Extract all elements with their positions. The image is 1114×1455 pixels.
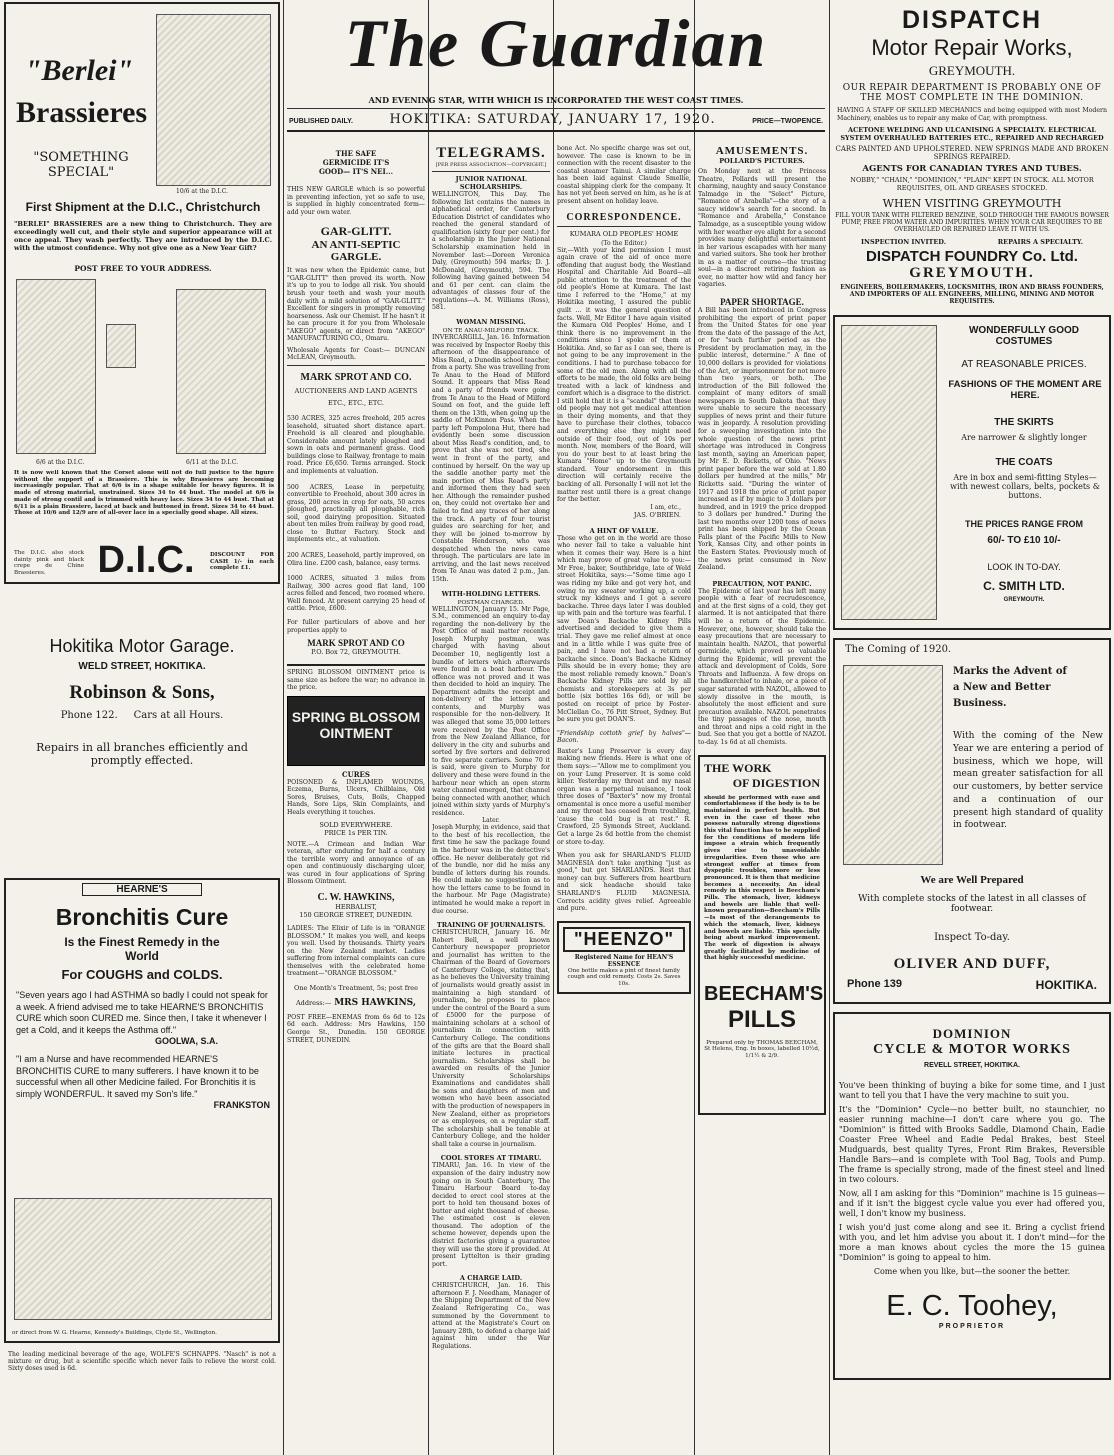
gargle-body: THIS NEW GARGLE which is so powerful in preventing infection, yet so safe to use, is supplied in highly concentrated form—add your own water. bbox=[287, 186, 425, 216]
heenzo-body: One bottle makes a pint of finest family cough and cold remedy. Costs 2s. Saves 10s. bbox=[567, 967, 681, 988]
proprietor: PROPRIETOR bbox=[938, 1323, 1006, 1331]
garage-ad bbox=[4, 636, 280, 836]
having-staff: HAVING A STAFF OF SKILLED MECHANICS and being equipped with most Modern Machinery, enables us to repair any make of Car, with promptness. bbox=[837, 107, 1107, 122]
testimonial-1: "Seven years ago I had ASTHMA so badly I could not speak for a week. A friend advised me to take HEARNE'S BRONCHITIS CURE which soon CURED me. Since then, I take it whenever I get a Cold, and it keeps the Asthma off." bbox=[16, 990, 268, 1035]
sprott-title: MARK SPROT AND CO. bbox=[300, 372, 412, 383]
berlei-subtitle: Brassieres bbox=[16, 96, 148, 129]
berlei-tagline: "SOMETHING SPECIAL" bbox=[33, 150, 129, 180]
cycle-p2: It's the "Dominion" Cycle—no better built, no staunchier, no easier running machine—I don't care where you go. The "Dominion" is fitted with Brooks Saddle, Diamond Chain, Eadie Coaster Free Wheel and Eadie Pedal Brakes, best Steel Mudguards, best quality Tyres, Front Rim Brakes, Reversible Handle Bars—and is complete with Tool Bag, Tools and Pump. The frame is specially strong, made of the finest steel and lined in two colours. bbox=[839, 1105, 1105, 1185]
hearnes-address: or direct from W. G. Hearne, Kennedy's Buildings, Clyde St., Wellington. bbox=[12, 1330, 217, 1337]
press-association: [PER PRESS ASSOCIATION—COPYRIGHT.] bbox=[435, 162, 547, 168]
berlei-price-a: 10/6 at the D.I.C. bbox=[176, 188, 229, 195]
cycle-p5: Come when you like, but—the sooner the better. bbox=[873, 1267, 1071, 1277]
look-in: LOOK IN TO-DAY. bbox=[987, 562, 1061, 573]
friendship: "Friendship cottoth grief by halves"—Bacon. bbox=[557, 729, 691, 745]
inspection-invited: INSPECTION INVITED. bbox=[861, 238, 946, 247]
beecham-ad bbox=[698, 755, 826, 1115]
costumes-ad bbox=[833, 315, 1111, 630]
spring-cures: CURES bbox=[342, 769, 370, 779]
smith-city: GREYMOUTH. bbox=[1003, 597, 1045, 604]
spring-note: NOTE.—A Crimean and Indian War veteran, after enduring for half a century the terrible worry and annoyance of an open and continuously discharging ulcer, was cured in four applications of Spring Blossom Ointment. bbox=[287, 840, 425, 886]
coats-desc: Are in box and semi-fitting Styles—with newest collars, belts, pockets & buttons. bbox=[950, 473, 1100, 501]
tel-h6: A CHARGE LAID. bbox=[459, 1274, 523, 1283]
with-coming: With the coming of the New Year we are entering a period of business, which we hope, will mean greater satisfaction for all our customers, by better service and a continuation of our present high standard of quality in footwear. bbox=[953, 731, 1103, 831]
masthead-title: The Guardian bbox=[344, 5, 768, 81]
testimonial-2: "I am a Nurse and have recommended HEARNE'S BRONCHITIS CURE to many sufferers. I have known it to be successful when all other Medicine failed. For Bronchitis it is simply WONDERFUL. It saved my Son's life." bbox=[16, 1054, 259, 1099]
cycle-p1: You've been thinking of buying a bike for some time, and I just want to tell you that I have the very machine to suit you. bbox=[839, 1081, 1105, 1101]
foundry-city: GREYMOUTH. bbox=[909, 265, 1035, 282]
column-4 bbox=[557, 145, 691, 1455]
tel-h5: COOL STORES AT TIMARU. bbox=[440, 1154, 542, 1163]
heenzo-ad bbox=[557, 921, 691, 994]
hearnes-ad bbox=[4, 878, 280, 1343]
to-editor: (To the Editor.) bbox=[601, 239, 647, 247]
garage-repairs: Repairs in all branches efficiently and promptly effected. bbox=[36, 741, 248, 767]
column-1 bbox=[4, 0, 280, 1455]
oliver-phone: Phone 139 bbox=[847, 978, 903, 991]
hawkins-address-row bbox=[287, 998, 425, 1008]
column-3 bbox=[432, 145, 550, 1455]
gargle-body-2: It was new when the Epidemic came, but "GAR-GLITT" then proved its worth. Now it's up to you to lodge all risk. You should brush your teeth and wash your mouth daily with a mild solution of "GAR-GLITT." Excellent for singers in promptly removing hoarseness. Ask our Chemist. If he hasn't it he can procure it for you from Wholesale "AKEGO" agents, or direct from "AKEGO" MANUFACTURING CO., Omaru. bbox=[287, 267, 425, 343]
tel-h2b: ON TE ANAU-MILFORD TRACK. bbox=[442, 328, 540, 334]
sharland: When you ask for SHARLAND'S FLUID MAGNESIA don't take anything "just as good," but get SHARLANDS. Rest that money can buy. Sufferers from heartburn and sick headache should take SHARLAND'S FLUID MAGNESIA. Corrects acidity gives relief. Agreeable and pure. bbox=[557, 852, 691, 913]
tel-h1: JUNIOR NATIONAL SCHOLARSHIPS. bbox=[455, 175, 527, 191]
precaution-body: The Epidemic of last year has left many people with a fear of recrudescence, and at the first signs of a cold, they get alarmed. It is not anticipated that there will be a return of the Epidemic. However, one, however, should take the easy precautions that are necessary to maintain health. NAZOL, that powerful germicide, which proved so valuable during the Epidemic, will prevent the attack and development of Colds, Sore Throats and Influenza. A few drops on the handkerchief to inhale, or a piece of sugar saturated with NAZOL, allowed to slowly dissolve in the mouth, is absolutely the most efficient and sure precaution available. NAZOL penetrates the tiny passages of the nose, mouth and throat and nips a cold right in the bud. See that you get a bottle of NAZOL to-day. 1s 6d at all chemists. bbox=[698, 587, 826, 746]
price: PRICE—TWOPENCE. bbox=[752, 118, 823, 125]
tel-p1: WELLINGTON, This Day. The following list contains the names in alphabetical order, for Canterbury Education District of candidates who reached the general standard of qualification (sixty four per cent.) for a scholarship in the Junior National Scholarship examination held in November last:—Doreen Veronica Daly, (Greymouth) 594 marks; D. J. McDonald, (Greymouth), 594. The following having gained between 54 and 61 per cent. can claim the advantages of classes four of the regulations—A. M. Williams (Ross), 581. bbox=[432, 191, 550, 312]
safe-germicide: THE SAFE GERMICIDE IT'S GOOD— IT'S NEI... bbox=[318, 149, 394, 176]
boot-illustration bbox=[843, 665, 943, 865]
letter: Sir,—With your kind permission I must again crave of the aid of once more offending that august body, the Westland Hospital and Charitable Aid Board—all public attention to the treatment of the old people's Home at Kumara. The last time I referred to the "Home," at my Hokitika meeting, I assured the public guilt ... it was the general question of facts. Well, Mr Editor I have again visited the Kumara Old Peoples' Home, and I think there is no improvement in the conditions since I spoke of them at Hokitika. And, so far as I can see, there is not going to be any improvement in the conditions. I had to purchase tobacco for some of the old men. Along with all the efforts to be made, the old folks are being treated with a lack of kindness and comfort which is a disgrace to the district. I still hold that it is a "scandal" that these old people may not get medical attention in their dying moments, and that they have to purchase their clothes, tobacco and everything else they might need outside of their food, out of 10s per month. Now, members of the Board, will you do your best to at least bring the Kumara "Home" up to the Greymouth standard. Your endorsement in this direction will certainly receive the backing of all. Personally I will not let the matter rest until there is a great change for the better. bbox=[557, 246, 691, 504]
baxter: Baxter's Lung Preserver is every day making new friends. Here is what one of them says:—"Allow me to compliment you on your Lung Preserver. It is some cold killer. Yesterday my throat and my nasal organ was a perpetual nuisance, I took three doses of "Baxter's" now my frontal ornamental is once more a useful member and my throat has ceased from troubling, 'cause the cold bug is at rest." R. Crawford, 25 Symonds Street, Auckland. Get a large 2s 6d bottle from the chemist or store to-day. bbox=[557, 747, 691, 846]
dominion-cycle-ad bbox=[833, 1012, 1111, 1380]
tel-h3: WITH-HOLDING LETTERS. bbox=[441, 589, 541, 598]
cycle-p3: Now, all I am asking for this "Dominion" machine is 15 guineas—and if it isn't the biggest cycle value you ever had offered you, well, I don't know my business. bbox=[839, 1189, 1105, 1219]
heenzo-logo: "HEENZO" bbox=[563, 927, 685, 952]
garage-title: Hokitika Motor Garage. bbox=[49, 636, 235, 656]
col4-p0: bone Act. No specific charge was set out, however. The case is known to be in connection with the recent disaster to the coastal steamer Tainui. A similar charge has been laid against Claude Smellie, coastal shipping clerk for the company. It has not yet been served on him, as he is at present absent on holiday leave. bbox=[557, 145, 691, 205]
toohey: E. C. Toohey, bbox=[886, 1290, 1058, 1323]
the-coats: THE COATS bbox=[995, 457, 1053, 469]
land-more: For fuller particulars of above and her properties apply to bbox=[287, 618, 425, 634]
smith-name: C. SMITH LTD. bbox=[983, 579, 1065, 594]
hawkins-address: 150 GEORGE STREET, DUNEDIN. bbox=[299, 910, 413, 919]
ladies-ad: LADIES: The Elixir of Life is in "ORANGE BLOSSOM." It makes you well, and keeps you well. Used by thousands. Thirty years on the New Zealand market. Ladies suffering from internal complaints can cure themselves with the celebrated home treatment—"ORANGE BLOSSOM." bbox=[287, 924, 425, 978]
spring-price: PRICE 1s PER TIN. bbox=[324, 828, 388, 837]
telegrams-title: TELEGRAMS. bbox=[436, 145, 546, 161]
skirts-desc: Are narrower & slightly longer bbox=[961, 433, 1087, 443]
spring-sold: SOLD EVERYWHERE. bbox=[319, 820, 393, 829]
precaution-title: PRECAUTION, NOT PANIC. bbox=[712, 579, 812, 588]
land-2: 500 ACRES, Lease in perpetuity, convertible to Freehold, about 300 acres in grass, 200 acres in crop for oats, 50 acres ploughed, practically all ploughable, rich soil, good dairying proposition. Situated about ten miles from railway by good road, close to Butter Factory. Stock and implements etc., at valuation. bbox=[287, 483, 425, 544]
price-range-2: 60/- TO £10 10/- bbox=[987, 535, 1061, 547]
bronchitis-title: Bronchitis Cure bbox=[55, 904, 229, 930]
tel-p4: CHRISTCHURCH, January 16. Mr Robert Bell, a well known Canterbury newspaper proprietor and journalist has written to the Chairman of the Board of Governors of Canterbury College, stating that, as he believes the University training of journalists would greatly assist in maintaining a high standard of journalism, he proposes to place under the control of the Board a sum of £5000 for the purpose of maintaining scholars at a school of journalism in connection with Canterbury College. The conditions of the gifts are that the Board shall initiate lectures in practical journalism. Scholarships shall be awarded on results of the Junior University Scholarships Examinations and candidates shall be sons and daughters of men and women who have been associated with the production of newspapers in New Zealand, either as proprietors or as employees, on a regular staff. The scholarship shall be tenable at Canterbury College, and the holder shall take a course in journalism. bbox=[432, 929, 550, 1148]
fashions: FASHIONS OF THE MOMENT ARE HERE. bbox=[948, 379, 1102, 402]
published-daily: PUBLISHED DAILY. bbox=[289, 118, 353, 125]
bronchitis-for: For COUGHS and COLDS. bbox=[61, 967, 223, 982]
masthead-subtitle: AND EVENING STAR, WITH WHICH IS INCORPORATED THE WEST COAST TIMES. bbox=[368, 95, 744, 105]
welding: ACETONE WELDING AND ULCANISING A SPECIALTY. ELECTRICAL SYSTEM OVERHAULED BATTERIES ETC., REPAIRED AND RECHARGED bbox=[840, 126, 1104, 143]
column-2 bbox=[287, 145, 425, 1455]
oliver-duff: OLIVER AND DUFF, bbox=[893, 956, 1051, 973]
costumes-1: WONDERFULLY GOOD COSTUMES bbox=[968, 325, 1079, 348]
sprott-etc: ETC., ETC., ETC. bbox=[328, 399, 384, 407]
paper-shortage-title: PAPER SHORTAGE. bbox=[720, 297, 804, 307]
digestion-h2: OF DIGESTION bbox=[732, 775, 820, 790]
berlei-price-c: 6/11 at the D.I.C. bbox=[186, 459, 239, 466]
masthead-dateline bbox=[287, 112, 825, 127]
spring-body: POISONED & INFLAMED WOUNDS, Eczema, Burns, Ulcers, Chilblains, Old Sores, Bruises, Cuts, Boils, Chapped Hands, Sore Lips, Skin Complaints, and Heals everything it touches. bbox=[287, 778, 425, 816]
testimonial-1-place: GOOLWA, S.A. bbox=[154, 1036, 218, 1047]
land-4: 1000 ACRES, situated 3 miles from Railway, 300 acres good flat land, 100 acres felled and fenced, two roomed where. Well fenced. At present carrying 25 head of cattle. Price, £600. bbox=[287, 575, 425, 613]
sprott-sub: AUCTIONEERS AND LAND AGENTS bbox=[294, 387, 418, 395]
post-free-enemas: POST FREE—ENEMAS from 6s 6d to 12s 6d each. Address: Mrs Hawkins, 150 George St., Dunedin. 150 GEORGE STREET, DUNEDIN. bbox=[287, 1013, 425, 1044]
tel-h4: TRAINING OF JOURNALISTS. bbox=[436, 921, 546, 930]
correspondence-title: CORRESPONDENCE. bbox=[566, 211, 682, 223]
the-skirts: THE SKIRTS bbox=[994, 417, 1054, 429]
pollards: POLLARD'S PICTURES. bbox=[719, 157, 805, 165]
dominion-2: CYCLE & MOTOR WORKS bbox=[873, 1042, 1071, 1058]
sprott-address: P.O. Box 72, GREYMOUTH. bbox=[311, 648, 401, 657]
oliver-duff-ad bbox=[833, 638, 1111, 1004]
marks-advent: Marks the Advent of a New and Better Business. bbox=[953, 666, 1067, 710]
sprott-address-name: MARK SPROT AND CO bbox=[307, 638, 405, 649]
spring-intro: SPRING BLOSSOM OINTMENT price is same size as before the war; no advance in the price. bbox=[287, 669, 425, 692]
tel-h2: WOMAN MISSING. bbox=[456, 318, 526, 326]
tel-later: Later. bbox=[482, 817, 500, 825]
price-range-1: THE PRICES RANGE FROM bbox=[964, 519, 1083, 530]
treatment: One Month's Treatment, 5s; post free bbox=[294, 983, 418, 992]
when-visiting: WHEN VISITING GREYMOUTH bbox=[882, 197, 1062, 211]
kumara-home: KUMARA OLD PEOPLES' HOME bbox=[569, 229, 679, 238]
hearnes-banner: HEARNE'S bbox=[82, 883, 202, 896]
hint-title: A HINT OF VALUE. bbox=[589, 526, 659, 535]
tel-p6: CHRISTCHURCH, Jan. 16. This afternoon F. J. Needham, Manager of the Shipping Department of the New Zealand Refrigerating Co., was summoned by the Government to attend at the Magistrate's Court on January 28th, to defend a charge laid against him under the War Regulations. bbox=[432, 1282, 550, 1350]
inspect-today: Inspect To-day. bbox=[934, 932, 1010, 944]
berlei-illustration-top bbox=[156, 14, 271, 186]
beechams: BEECHAM'S bbox=[704, 982, 824, 1005]
address-label: Address:— bbox=[295, 998, 332, 1007]
agents: AGENTS FOR CANADIAN TYRES AND TUBES. bbox=[862, 164, 1082, 175]
berlei-illustration-left bbox=[16, 279, 96, 454]
column-5 bbox=[698, 145, 826, 1455]
fill-tank: FILL YOUR TANK WITH FILTERED BENZINE, SOLD THROUGH THE FAMOUS BOWSER PUMP, FREE FROM WATER AND IMPURITIES. WHEN YOUR CAR REQUIRES TO BE OVERHAULED OR REPAIRED LEAVE IT WITH US. bbox=[835, 212, 1109, 234]
masthead bbox=[287, 0, 825, 135]
hawkins-role: HERBALIST, bbox=[335, 902, 377, 911]
engineers: ENGINEERS, BOILERMAKERS, LOCKSMITHS, IRON AND BRASS FOUNDERS, AND IMPORTERS OF ALL ENGINEERS, MILLING, MINING AND MOTOR REQUISITES. bbox=[840, 284, 1104, 306]
bronchitis-sub: Is the Finest Remedy in the World bbox=[64, 935, 220, 963]
dic-left-note: The D.I.C. also stock dainty pink and black crepe de Chine Brassieres. bbox=[14, 550, 84, 577]
garage-phone: Phone 122. bbox=[60, 710, 118, 721]
cycle-p4: I wish you'd just come along and see it. Bring a cyclist friend with you, and let him advise you about it. I don't mind—for the more a man knows about cycles the more the 15 guinea "Dominion" is going to appeal to him. bbox=[839, 1223, 1105, 1263]
coming-1920: The Coming of 1920. bbox=[845, 644, 952, 656]
heenzo-sub: Registered Name for HEAN'S ESSENCE bbox=[574, 953, 674, 968]
inspect-row bbox=[833, 233, 1111, 246]
garage-owner: Robinson & Sons, bbox=[69, 682, 215, 703]
cars-painted: CARS PAINTED AND UPHOLSTERED. NEW SPRINGS MADE AND BROKEN SPRINGS REPAIRED. bbox=[835, 145, 1109, 162]
gargle-subtitle: AN ANTI-SEPTIC GARGLE. bbox=[311, 239, 401, 264]
letter-sign-i-am: I am, etc., bbox=[650, 503, 681, 511]
complete-stocks: With complete stocks of the latest in all classes of footwear. bbox=[858, 894, 1086, 915]
land-3: 200 ACRES, Leasehold, partly improved, on Olira line. £200 cash, balance, easy terms. bbox=[287, 552, 425, 567]
letter-sign-name: JAS. O'BRIEN. bbox=[633, 510, 681, 519]
berlei-shipment: First Shipment at the D.I.C., Christchurch bbox=[25, 200, 261, 214]
wolfe-schnapps: The leading medicinal beverage of the age, WOLFE'S SCHNAPPS. "Nasch" is not a mixture or drug, but a scientific specific which never fails to relieve the worst cold. Sixty doses used is 6d. bbox=[8, 1351, 276, 1373]
hawkins-name: C. W. HAWKINS, bbox=[317, 891, 395, 903]
amusements-body: On Monday next at the Princess Theatre, Pollards will present the charming, naughty and saucy Constance Talmadge in the "Select" Picture, "Romance of Arabella"—the story of a saucy widow's search for a second. In "Romance and Arabella," Constance Talmadge, as a susceptible young widow with her weather eye alight for a second provides many delightful entertainment in her various escapades with her many and varied suitors. She took her brother in as a matter of course—the trusting soul—in a discreet retiring fashion as ever, no matter how wild and fancy her vagaries. bbox=[698, 168, 826, 289]
motor-repair: Motor Repair Works, bbox=[871, 35, 1073, 60]
place-date: HOKITIKA: SATURDAY, JANUARY 17, 1920. bbox=[389, 112, 716, 127]
foundry-name: DISPATCH FOUNDRY Co. Ltd. bbox=[866, 248, 1078, 266]
garage-street: WELD STREET, HOKITIKA. bbox=[78, 661, 206, 672]
tel-p3b: Joseph Murphy, in evidence, said that to the best of his recollection, the first time he saw the package found in the harbour was in the detective's office. He never deliberately got rid of the bundle, nor did he miss any bundle of letters during his rounds. He could make no suggestion as to how the letters came to be found in the harbour. Mr Page (Magistrate) intimated he would make a report in due course. bbox=[432, 824, 550, 915]
repair-department: OUR REPAIR DEPARTMENT IS PROBABLY ONE OF THE MOST COMPLETE IN THE DOMINION. bbox=[842, 83, 1102, 103]
land-1: 530 ACRES, 325 acres freehold, 205 acres leasehold, situated short distance apart. Freehold is all cleared and ploughable. Considerable amount lately ploughed and sown in oats and permanent grass. Good buildings close to Railway, frontage to main road. Price £6,650. Terms arranged. Stock and implements at valuation. bbox=[287, 415, 425, 475]
berlei-ad bbox=[4, 2, 280, 584]
repairs-specialty: REPAIRS A SPECIALTY. bbox=[997, 238, 1083, 247]
garage-phone-row bbox=[4, 710, 280, 721]
dic-logo: D.I.C. bbox=[97, 539, 195, 581]
paper-shortage-body: A Bill has been introduced in Congress prohibiting the export of print paper from the United States for one year from the date of the passage of the Act, or for "such further period as the President by proclamation may, in the public interest, determine." A fine of 10,000 dollars is provided for violations of the Act, or imprisonment for not more than two years, or both. The introduction of the Bill followed the complaint of many editors of small newspapers in South Dakota that they were unable to secure the necessary supplies of news print and their future was in jeopardy. A resolution providing for a sweeping investigation into the whole question of the news print shortage was introduced in Congress last month, saying an American paper, by Mr E. D. Ricketts, of Ohio. "News print paper before the war sold at 1.80 dollars per hundred at the mills," Mr Ricketts said. "During the winter of 1917 and 1918 the price of print paper increased as if by magic to 3 dollars per hundred, and in 1919 the price dropped to 3 dollars per hundred." During the last two months over 1200 tons of news print has been shipped by the Ocean Falls plant of the Pacific Mills to New York, Kansas City, and other points in the Eastern States. Previously much of the news print consumed in New Zealand. bbox=[698, 307, 826, 572]
garage-cars: Cars at all Hours. bbox=[133, 710, 224, 721]
dispatch-title: DISPATCH bbox=[901, 6, 1043, 34]
gargle-title: GAR-GLITT. bbox=[320, 224, 392, 239]
hint-body: Those who get on in the world are those who never fail to take a valuable hint when it comes their way. Here is a hint which may prove of great value to you:—Mr Free, baker, Southbridge, late of Weld street Hokitika, says:—"Some time ago I was riding my bike and got very hot, and owing to my sweater working up, a cold struck my kidneys and I got a severe backache. Three days later I was doubled up with pain and the torture was fearful. I saw Doan's Backache Kidney Pills advertised and decided to give them a trial. They gave me relief almost at once and in a little while I was quite free of pain, and I have not had a return of backache since. Doan's Backache Kidney Pills should be in every home; they are the most reliable remedy known." Doan's Backache Kidney Pills are sold by all chemists and storekeepers at 3s per bottle (six bottles 16s 6d), or will be posted on receipt of price by Foster-McClellan Co., 76 Pitt Street, Sydney. But be sure you get DOAN'S. bbox=[557, 534, 691, 724]
tel-p5: TIMARU, Jan. 16. In view of the expansion of the dairy industry now going on in South Canterbury, The Timaru Harbour Board to-day decided to erect cool stores at the port to hold ten thousand boxes of butter and eight thousand of cheese. The estimated cost is eleven thousand. The adoption of the scheme however, depends upon the district factories giving a guarantee they will use the store if provided. At present Lyttelton is their grading port. bbox=[432, 1162, 550, 1268]
nobby: NOBBY," "CHAIN," "DOMINION," "PLAIN" KEPT IN STOCK. ALL MOTOR REQUISITES, OIL AND GREASES STOCKED. bbox=[850, 176, 1094, 193]
berlei-body: "BERLEI" BRASSIERES are a new thing to Christchurch. They are exceedingly well cut, and their style and superior appearance will at once appeal. They wash perfectly. They are introduced by the D.I.C. with the utmost confidence. Why not give one as a New Year Gift? bbox=[14, 220, 272, 253]
berlei-post-free: POST FREE TO YOUR ADDRESS. bbox=[74, 264, 212, 273]
costume-illustration bbox=[841, 325, 937, 620]
testimonial-2-place: FRANKSTON bbox=[213, 1100, 270, 1111]
dic-discount: DISCOUNT FOR CASH 1/- in each complete £1. bbox=[210, 552, 274, 572]
oliver-hokitika: HOKITIKA. bbox=[1035, 978, 1097, 993]
tel-p2: INVERCARGILL, Jan. 16. Information was received by Inspector Roeby this afternoon of the disappearance of Miss Read, a Dunedin school teacher, from a party. She was travelling from Te Anau to the Head of Milford Sound. It appears that Miss Read and a party of friends were going from Te Anau to the Head of Milford Sound on foot, and the guide left them on the 13th, when going up the saddle of McKinnon Pass. When the party left Pompolona Hut, there had evidently been some discussion about Miss Read's condition, and, to prove that she was not tired, she went in front of the party, and continued by herself. On the way up the saddle another party met the main portion of Miss Read's party and informed them they had seen her. Although the remainder pushed on, they could not overtake her and failed to find any traces of her along the track. A party of four tourist guides are searching for her, and they will be joined to-morrow by Constable Henderson, who was despatched when the news came through. The particulars are late in arriving, and the last news received from Te Anau was dated 2 p.m., Jan. 15th. bbox=[432, 334, 550, 583]
beecham-footer: Prepared only by THOMAS BEECHAM, St Helens, Eng. In boxes, labelled 10½d, 1/1½ & 2/9. bbox=[704, 1039, 820, 1059]
berlei-title: "Berlei" bbox=[24, 54, 134, 87]
berlei-notes: It is now well known that the Corset alone will not do full justice to the figure without the support of a Brassiere. This is why Brassieres are becoming increasingly popular. That at 6/6 is in a shape suitable for heavy figures. It is made of strong material, unstrained. Sizes 34 to 44 bust. The model at 6/6 is made of strong contil and is trimmed with heavy lace. Sizes 34 to 44 bust. That at 6/11 is a plain Brassiere, laced at back and buttoned in front. Sizes 34 to 44 bust. Those at 10/6 and 12/9 are of all-over lace in a specially good shape. All sizes. bbox=[14, 470, 274, 517]
digestion-h1: THE WORK bbox=[704, 760, 772, 775]
dic-logo-illustration bbox=[106, 324, 136, 368]
tel-p3: WELLINGTON, January 15. Mr Page, S.M., commenced an enquiry to-day regarding the non-delivery by the Post Office of mail matter recently. Joseph Murphy postman, was charged with having about December 10, negligently lost a bundle of letters which afterwards were found in a boat harbour. The offence was not proved and it was then decided to hold an inquiry. The Department admits the receipt and non-delivery of the letters and contents, and Murphy was responsible for the non-delivery. It was alleged that some 35,000 letters were received by the Post Office from the New Zealand Alliance, for delivery in the city and suburbs and sorted by five sorters and delivered to five separate carriers. Some 70 it is said, were given to Murphy for delivery and these were found in the harbour near which an open storm water channel emerged, that channel being connected with another, which joined within sixty yards of Murphy's residence. bbox=[432, 605, 550, 817]
well-prepared: We are Well Prepared bbox=[920, 874, 1024, 887]
dominion-1: DOMINION bbox=[932, 1026, 1012, 1042]
pills: PILLS bbox=[727, 1005, 796, 1033]
digestion-body: should be performed with ease and comfortableness if the body is to be maintained in perfect health. But even in the case of those who possess naturally strong digestions this vital function has to be supplied for the conditions of modern life impose a strain which frequently gives rise to unavoidable irregularities. Even those who are strongest suffer at times from dyspeptic troubles, more or less pronounced. It is then that medicine becomes a necessity. An ideal remedy in this respect is Beecham's Pills. The stomach, liver, kidneys and bowels are liable that well-known preparation—Beecham's Pills—Is most of the derangements to which the stomach, liver, kidneys and bowels are liable. This specially being about marked improvement. The work of digestion is always greatly facilitated by medicine of that highly successful medicine. bbox=[704, 794, 820, 962]
address-name: MRS HAWKINS, bbox=[334, 997, 416, 1008]
column-6 bbox=[833, 0, 1111, 1455]
berlei-price-b: 6/6 at the D.I.C. bbox=[36, 459, 85, 466]
costumes-2: AT REASONABLE PRICES. bbox=[961, 359, 1087, 371]
amusements-title: AMUSEMENTS. bbox=[715, 145, 809, 157]
tel-h3b: POSTMAN CHARGED. bbox=[457, 599, 525, 606]
spring-banner: SPRING BLOSSOM OINTMENT bbox=[287, 696, 425, 766]
berlei-illustration-right bbox=[176, 289, 266, 454]
gargle-agent: Wholesale Agents for Coast:— DUNCAN McLEAN, Greymouth. bbox=[287, 346, 425, 362]
dispatch-city: GREYMOUTH. bbox=[928, 63, 1016, 78]
hearnes-illustration bbox=[14, 1198, 272, 1320]
revell-street: REVELL STREET, HOKITIKA. bbox=[924, 1062, 1020, 1070]
